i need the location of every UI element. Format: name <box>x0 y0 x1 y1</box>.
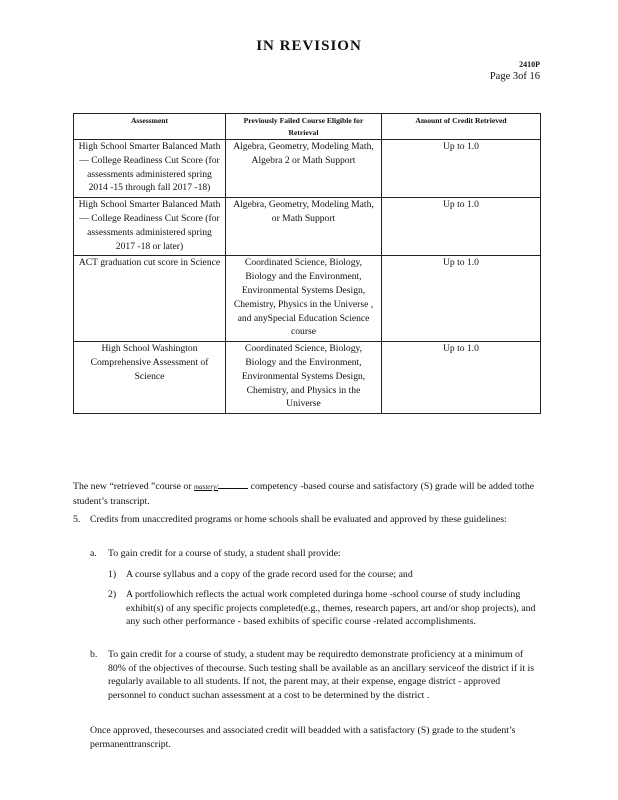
table-header-row <box>74 114 541 140</box>
table-row <box>74 198 541 256</box>
table-row <box>74 140 541 198</box>
mastery-strikeout: mastery/ <box>194 483 219 491</box>
item-5-text: Credits from unaccredited programs or home schools shall be evaluated and approved by these guidelines: <box>90 514 507 525</box>
item-b-text: To gain credit for a course of study, a student may be requiredto demonstrate proficiency at a minimum of 80% of the objectives of thecourse. Such testing shall be available as an ancillary serviceof the district if it is regularly available to all students. If not, the parent may, at their expense, engage district - approved personnel to conduct suchan assessment at a cost to be determined by the district . <box>108 649 535 701</box>
item-5-label: 5. <box>73 514 81 525</box>
item-a2-label: 2) <box>108 589 117 600</box>
item-a-text: To gain credit for a course of study, a student shall provide: <box>108 548 341 559</box>
credit-retrieval-table <box>73 113 541 414</box>
cell-course: Coordinated Science, Biology, Biology and the Environment, Environmental Systems Design, Chemistry, and Physics in the Universe <box>226 342 382 414</box>
cell-credit: Up to 1.0 <box>382 198 541 256</box>
cell-course: Coordinated Science, Biology, Biology and the Environment, Environmental Systems Design, Chemistry, Physics in the Universe , and anySpecial Education Science course <box>226 256 382 342</box>
item-b-label: b. <box>90 649 98 660</box>
cell-credit: Up to 1.0 <box>382 140 541 198</box>
note-text-end: competency -based course and satisfactory (S) grade will be added tothe student’s transcript. <box>73 481 535 507</box>
header-credit: Amount of Credit Retrieved <box>382 114 541 140</box>
item-a1-label: 1) <box>108 569 117 580</box>
cell-course: Algebra, Geometry, Modeling Math, Algebra 2 or Math Support <box>226 140 382 198</box>
header-assessment: Assessment <box>74 114 226 140</box>
table-row <box>74 342 541 414</box>
cell-course: Algebra, Geometry, Modeling Math, or Math Support <box>226 198 382 256</box>
note-text-start: The new “retrieved ”course or <box>73 481 192 492</box>
retrieved-course-note <box>73 479 540 508</box>
page-number: Page 3of 16 <box>489 71 540 82</box>
cell-assessment: ACT graduation cut score in Science <box>74 256 226 342</box>
item-a-label: a. <box>90 548 97 559</box>
document-title: IN REVISION <box>256 38 362 54</box>
closing-paragraph: Once approved, thesecourses and associated credit will beadded with a satisfactory (S) grade to the student’s permanenttranscript. <box>90 725 516 750</box>
cell-assessment: High School Smarter Balanced Math — College Readiness Cut Score (for assessments administered spring 2017 -18 or later) <box>74 198 226 256</box>
header-course: Previously Failed Course Eligible for Retrieval <box>226 114 382 140</box>
cell-credit: Up to 1.0 <box>382 342 541 414</box>
item-a1-text: A course syllabus and a copy of the grade record used for the course; and <box>126 569 413 580</box>
policy-number: 2410P <box>519 60 540 69</box>
cell-assessment: High School Smarter Balanced Math — College Readiness Cut Score (for assessments administered spring 2014 -15 through fall 2017 -18) <box>74 140 226 198</box>
cell-assessment: High School Washington Comprehensive Assessment of Science <box>74 342 226 414</box>
item-a2-text: A portfoliowhich reflects the actual work completed duringa home -school course of study including exhibit(s) of any specific projects completed(e.g., themes, research papers, art and/or shop projects), and any such other performance - based exhibits of specific course -related accomplishments. <box>126 589 536 628</box>
cell-credit: Up to 1.0 <box>382 256 541 342</box>
table-row <box>74 256 541 342</box>
blank-line <box>218 479 248 489</box>
